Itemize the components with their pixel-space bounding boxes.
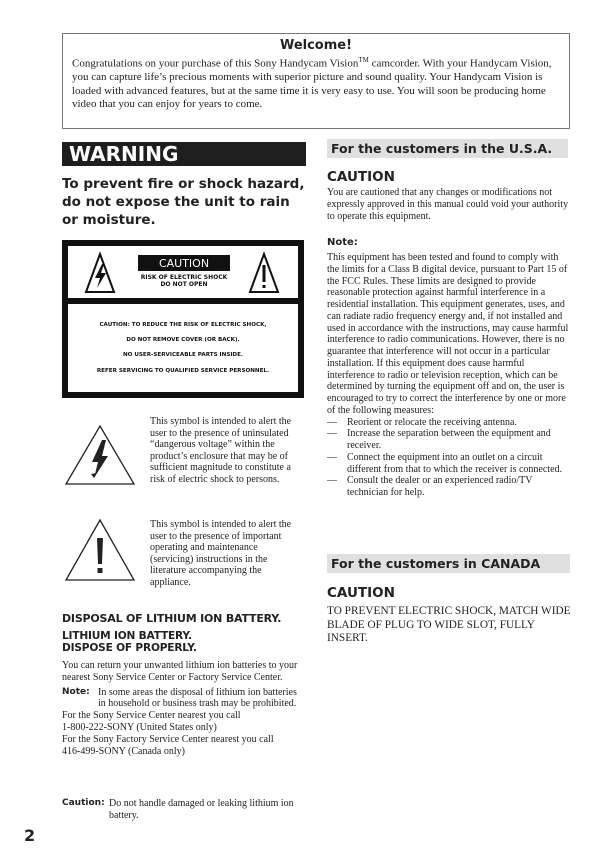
- welcome-text: [72, 54, 560, 112]
- usa-section-heading: For the customers in the U.S.A.: [327, 139, 568, 158]
- disposal-note-label: Note:: [62, 686, 90, 697]
- lithium-heading-line1: LITHIUM ION BATTERY.: [62, 630, 192, 642]
- service-center-phone: 1-800-222-SONY (United States only): [62, 721, 217, 733]
- lithium-heading-line2: DISPOSE OF PROPERLY.: [62, 642, 197, 655]
- disposal-heading: DISPOSAL OF LITHIUM ION BATTERY.: [62, 612, 282, 625]
- label-line2: DO NOT REMOVE COVER (OR BACK).: [126, 337, 240, 343]
- page-number: 2: [24, 826, 36, 845]
- measure-item: [327, 475, 573, 499]
- warning-banner: [62, 142, 306, 166]
- measure-text: Consult the dealer or an experienced radio/TV technician for help.: [347, 475, 533, 498]
- lightning-bolt-triangle-icon: [64, 424, 136, 486]
- measure-text: Connect the equipment into an outlet on a circuit different from that to which the receiver is connected.: [347, 451, 563, 475]
- disposal-note: [62, 687, 306, 711]
- factory-service-line: For the Sony Factory Service Center nearest you call: [62, 733, 274, 745]
- usa-caution-text: You are cautioned that any changes or modifications not expressly approved in this manual could void your authority to operate this equipment.: [327, 187, 569, 222]
- welcome-text-part2: camcorder. With your Handycam Vision, you can capture life’s precious moments with superior picture and sound quality. Your Handycam Vision is loaded with advanced features, but at the same time it is very easy to use. You will soon be producing home video that you can enjoy for years to come.: [72, 57, 552, 111]
- measure-text: Reorient or relocate the receiving antenna.: [347, 416, 517, 428]
- warning-title: WARNING: [69, 142, 179, 166]
- disposal-note-text: In some areas the disposal of lithium ion batteries in household or business trash may be prohibited.: [98, 686, 297, 710]
- bolt-symbol-description: This symbol is intended to alert the user to the presence of uninsulated “dangerous voltage” within the product’s enclosure that may be of sufficient magnitude to constitute a risk of electric shock to persons.: [150, 416, 292, 485]
- measure-dash: —: [327, 416, 337, 428]
- label-caution-title: CAUTION: [158, 257, 210, 270]
- measure-item: [327, 417, 573, 429]
- welcome-box: [62, 33, 570, 129]
- fcc-note-text: This equipment has been tested and found to comply with the limits for a Class B digital device, pursuant to Part 15 of the FCC Rules. These limits are designed to provide reasonable protection against harmful interference in a residential installation. This equipment generates, uses, and can radiate radio frequency energy and, if not installed and used in accordance with the instructions, may cause harmful interference to radio communications. However, there is no guarantee that interference will not occur in a particular installation. If this equipment does cause harmful interference to radio or television reception, which can be determined by turning the equipment off and on, the user is encouraged to try to correct the interference by one or more of the following measures:: [327, 252, 569, 416]
- welcome-title: Welcome!: [279, 38, 353, 53]
- welcome-text-part1: Congratulations on your purchase of this Sony Handycam Vision: [72, 57, 359, 70]
- battery-caution: [62, 798, 306, 821]
- battery-caution-text: Do not handle damaged or leaking lithium ion battery.: [109, 798, 294, 821]
- disposal-body: [62, 660, 306, 757]
- trademark-mark: TM: [358, 56, 369, 64]
- label-line4: REFER SERVICING TO QUALIFIED SERVICE PERSONNEL.: [96, 368, 270, 374]
- measure-dash: —: [327, 451, 337, 463]
- measure-item: [327, 452, 573, 476]
- lithium-heading: [62, 630, 302, 655]
- canada-section-heading: For the customers in CANADA: [327, 554, 570, 573]
- service-center-line: For the Sony Service Center nearest you call: [62, 710, 241, 722]
- measure-dash: —: [327, 475, 337, 487]
- label-do-not-open-text: DO NOT OPEN: [160, 281, 208, 288]
- exclamation-symbol-description: This symbol is intended to alert the user to the presence of important operating and maintenance (servicing) instructions in the literature accompanying the appliance.: [150, 519, 292, 588]
- canada-caution-title: CAUTION: [327, 585, 395, 601]
- usa-caution-title: CAUTION: [327, 169, 395, 185]
- measure-dash: —: [327, 428, 337, 440]
- usa-note-label: Note:: [327, 237, 358, 248]
- disposal-body-text: You can return your unwanted lithium ion batteries to your nearest Sony Service Center or Factory Service Center.: [62, 660, 298, 683]
- measure-item: [327, 428, 573, 452]
- label-line3: NO USER-SERVICEABLE PARTS INSIDE.: [122, 352, 244, 358]
- caution-label-image: [62, 240, 304, 398]
- battery-caution-label: Caution:: [62, 798, 105, 808]
- label-line1: CAUTION: TO REDUCE THE RISK OF ELECTRIC SHOCK,: [99, 322, 267, 328]
- label-risk-text: RISK OF ELECTRIC SHOCK: [140, 274, 228, 281]
- prevent-fire-text: To prevent fire or shock hazard, do not expose the unit to rain or moisture.: [62, 176, 305, 228]
- factory-service-phone: 416-499-SONY (Canada only): [62, 745, 185, 757]
- usa-note-body: [327, 252, 573, 499]
- measure-text: Increase the separation between the equipment and receiver.: [347, 428, 551, 451]
- canada-caution-text: TO PREVENT ELECTRIC SHOCK, MATCH WIDE BLADE OF PLUG TO WIDE SLOT, FULLY INSERT.: [327, 605, 571, 645]
- exclamation-triangle-icon: [64, 518, 136, 582]
